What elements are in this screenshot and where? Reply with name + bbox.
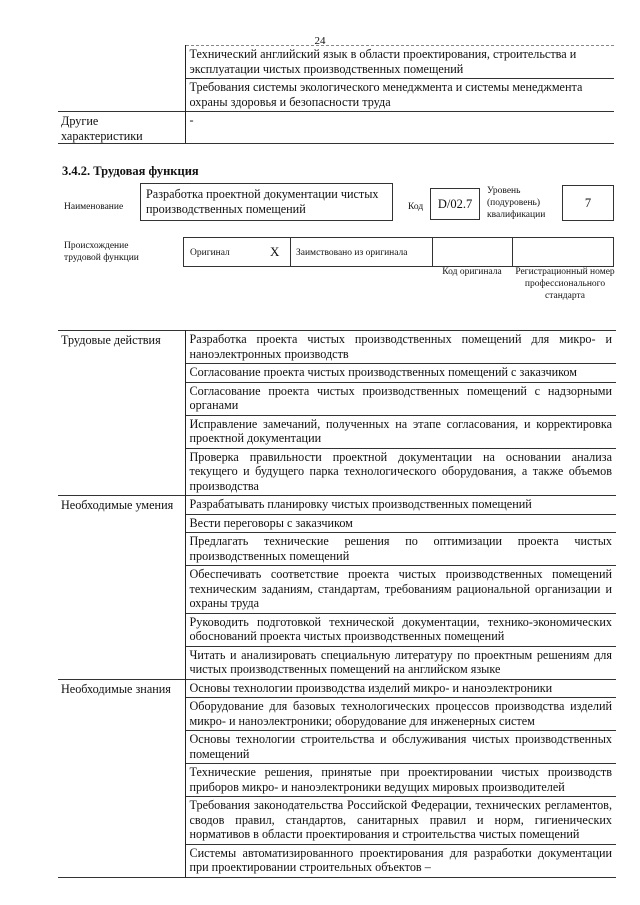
table-row	[58, 764, 616, 797]
row-value: Требования системы экологического менеджмента и системы менеджмента охраны здоровья и безопасности труда	[185, 79, 614, 112]
row-label	[58, 613, 185, 646]
row-value: Читать и анализировать специальную литературу по проектным решениям для чистых производственных помещений на английском языке	[185, 646, 616, 679]
row-label	[58, 415, 185, 448]
row-value: Основы технологии строительства и обслуживания чистых производственных помещений	[185, 731, 616, 764]
page-number: 24	[314, 35, 326, 47]
table-row	[58, 566, 616, 614]
row-value: Технический английский язык в области проектирования, строительства и эксплуатации чистых производственных помещений	[185, 46, 614, 79]
table-row	[58, 844, 616, 877]
row-value: Вести переговоры с заказчиком	[185, 514, 616, 533]
original-label: Оригинал	[190, 248, 230, 258]
table-row	[58, 382, 616, 415]
borrowed-label: Заимствовано из оригинала	[296, 248, 408, 258]
row-label	[58, 698, 185, 731]
row-value: Основы технологии производства изделий микро- и наноэлектроники	[185, 679, 616, 698]
table-row	[58, 46, 614, 79]
reg-number-caption: Регистрационный номер профессионального стандарта	[515, 267, 615, 301]
row-label	[58, 566, 185, 614]
row-value: Исправление замечаний, полученных на этапе согласования, и корректировка проектной документации	[185, 415, 616, 448]
level-label: Уровень (подуровень) квалификации	[487, 186, 546, 220]
row-label: Другие характеристики	[58, 112, 185, 144]
original-mark: X	[270, 244, 280, 259]
table-row	[58, 448, 616, 496]
row-value: Технические решения, принятые при проектировании чистых производств приборов микро- и наноэлектроники ведущих мировых производителей	[185, 764, 616, 797]
row-label	[58, 514, 185, 533]
table-row	[58, 112, 614, 144]
row-label	[58, 731, 185, 764]
row-value: Проверка правильности проектной документации на основании анализа текущего и будущего парка технологического оборудования, а также объемов производства	[185, 448, 616, 496]
table-row	[58, 415, 616, 448]
row-label	[58, 646, 185, 679]
row-label	[58, 844, 185, 877]
row-value: Руководить подготовкой технической документации, технико-экономических обоснований проекта чистых производственных помещений	[185, 613, 616, 646]
row-value: Обеспечивать соответствие проекта чистых производственных помещений техническим заданиям, стандартам, требованиям рациональной организации и охраны труда	[185, 566, 616, 614]
row-value: -	[185, 112, 614, 144]
row-label	[58, 364, 185, 383]
table-row	[58, 364, 616, 383]
row-label	[58, 764, 185, 797]
row-value: Оборудование для базовых технологических процессов производства изделий микро- и наноэлектроники; оборудование для инженерных систем	[185, 698, 616, 731]
row-value: Системы автоматизированного проектирования для разработки документации при проектировании строительных объектов –	[185, 844, 616, 877]
row-value: Согласование проекта чистых производственных помещений с заказчиком	[185, 364, 616, 383]
table-row	[58, 646, 616, 679]
row-label	[58, 448, 185, 496]
row-value: Разработка проекта чистых производственных помещений для микро- и наноэлектронных производств	[185, 331, 616, 364]
table-row	[58, 514, 616, 533]
table-row	[58, 698, 616, 731]
table-row	[58, 533, 616, 566]
row-value: Требования законодательства Российской Федерации, технических регламентов, сводов правил, стандартов, санитарных правил и норм, гигиенических нормативов в области проектирования и строительства чистых помещений	[185, 797, 616, 845]
table-row	[58, 496, 616, 515]
row-label	[58, 797, 185, 845]
function-name-value: Разработка проектной документации чистых производственных помещений	[140, 183, 393, 221]
name-label: Наименование	[64, 202, 124, 212]
origin-divider	[512, 237, 513, 267]
table-row	[58, 731, 616, 764]
row-label: Необходимые умения	[58, 496, 185, 515]
code-original-caption: Код оригинала	[442, 267, 502, 277]
origin-divider	[290, 237, 291, 267]
section-title: 3.4.2. Трудовая функция	[62, 164, 199, 178]
row-label	[58, 79, 185, 112]
table-row	[58, 679, 616, 698]
row-value: Разрабатывать планировку чистых производственных помещений	[185, 496, 616, 515]
top-requirements-table	[58, 45, 614, 144]
row-label	[58, 382, 185, 415]
row-label	[58, 533, 185, 566]
qualification-level-value: 7	[562, 185, 614, 221]
table-row	[58, 797, 616, 845]
row-label: Необходимые знания	[58, 679, 185, 698]
table-row	[58, 613, 616, 646]
origin-label: Происхождение трудовой функции	[64, 241, 139, 263]
function-code-value: D/02.7	[430, 188, 480, 220]
row-label	[58, 46, 185, 79]
row-label: Трудовые действия	[58, 331, 185, 364]
table-row	[58, 79, 614, 112]
function-details-table	[58, 330, 616, 878]
row-value: Предлагать технические решения по оптимизации проекта чистых производственных помещений	[185, 533, 616, 566]
row-value: Согласование проекта чистых производственных помещений с надзорными органами	[185, 382, 616, 415]
table-row	[58, 331, 616, 364]
origin-divider	[432, 237, 433, 267]
code-label: Код	[408, 202, 424, 212]
